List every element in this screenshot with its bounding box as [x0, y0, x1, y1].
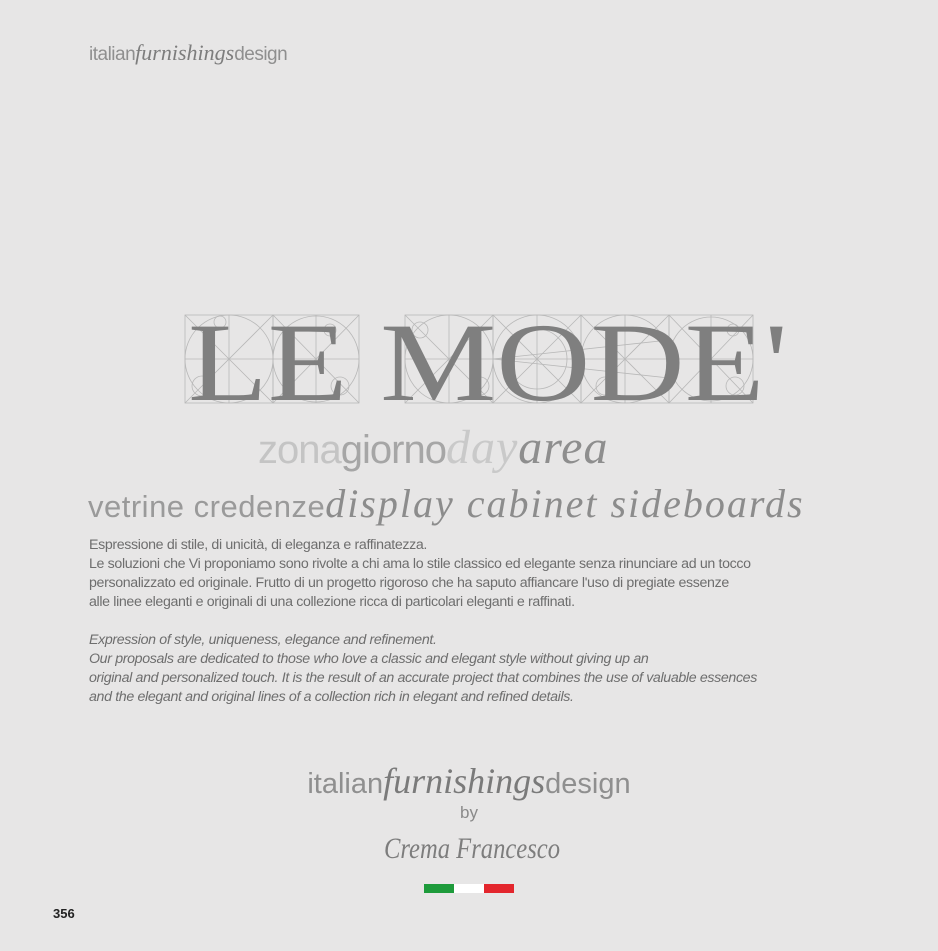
zone-title-zona: zona — [258, 428, 341, 472]
description — [89, 536, 849, 707]
footer-brand-furnishings: furnishings — [383, 761, 546, 801]
header-brand-italian: italian — [89, 44, 136, 65]
signature-logo — [380, 820, 570, 875]
description-it-line: personalizzato ed originale. Frutto di un progetto rigoroso che ha saputo affiancare l'uso di pregiate essenze — [89, 575, 729, 591]
description-it-line: alle linee eleganti e originali di una collezione ricca di particolari eleganti e raffinati. — [89, 594, 575, 610]
svg-text:Crema Francesco: Crema Francesco — [384, 832, 560, 865]
zone-title — [258, 420, 608, 475]
flag-white-stripe — [454, 884, 484, 893]
category-title — [88, 480, 805, 527]
footer-by: by — [460, 803, 478, 822]
description-en-line: Expression of style, uniqueness, elegance and refinement. — [89, 632, 437, 648]
flag-red-stripe — [484, 884, 514, 893]
zone-title-area: area — [518, 421, 609, 474]
category-title-english: display cabinet sideboards — [325, 481, 805, 526]
description-en-line: Our proposals are dedicated to those who love a classic and elegant style without giving up an — [89, 651, 649, 667]
zone-title-giorno: giorno — [340, 428, 446, 472]
footer-brand-italian: italian — [307, 768, 384, 800]
description-en-line: original and personalized touch. It is the result of an accurate project that combines the use of valuable essences — [89, 670, 757, 686]
description-en-line: and the elegant and original lines of a collection rich in elegant and refined details. — [89, 689, 574, 705]
page-number: 356 — [53, 906, 75, 921]
logo-text: LE MODE' — [188, 301, 788, 425]
zone-title-day: day — [445, 421, 519, 474]
le-mode-logo — [180, 300, 800, 425]
header-brand — [89, 40, 287, 66]
description-it-line: Le soluzioni che Vi proponiamo sono rivolte a chi ama lo stile classico ed elegante senza rinunciare ad un tocco — [89, 556, 751, 572]
footer-brand — [0, 760, 938, 802]
footer-brand-design: design — [545, 768, 631, 800]
category-title-italian: vetrine credenze — [88, 489, 326, 524]
description-it-line: Espressione di stile, di unicità, di eleganza e raffinatezza. — [89, 537, 428, 553]
flag-green-stripe — [424, 884, 454, 893]
header-brand-furnishings: furnishings — [135, 40, 235, 65]
header-brand-design: design — [234, 44, 288, 65]
italian-flag — [424, 884, 514, 893]
